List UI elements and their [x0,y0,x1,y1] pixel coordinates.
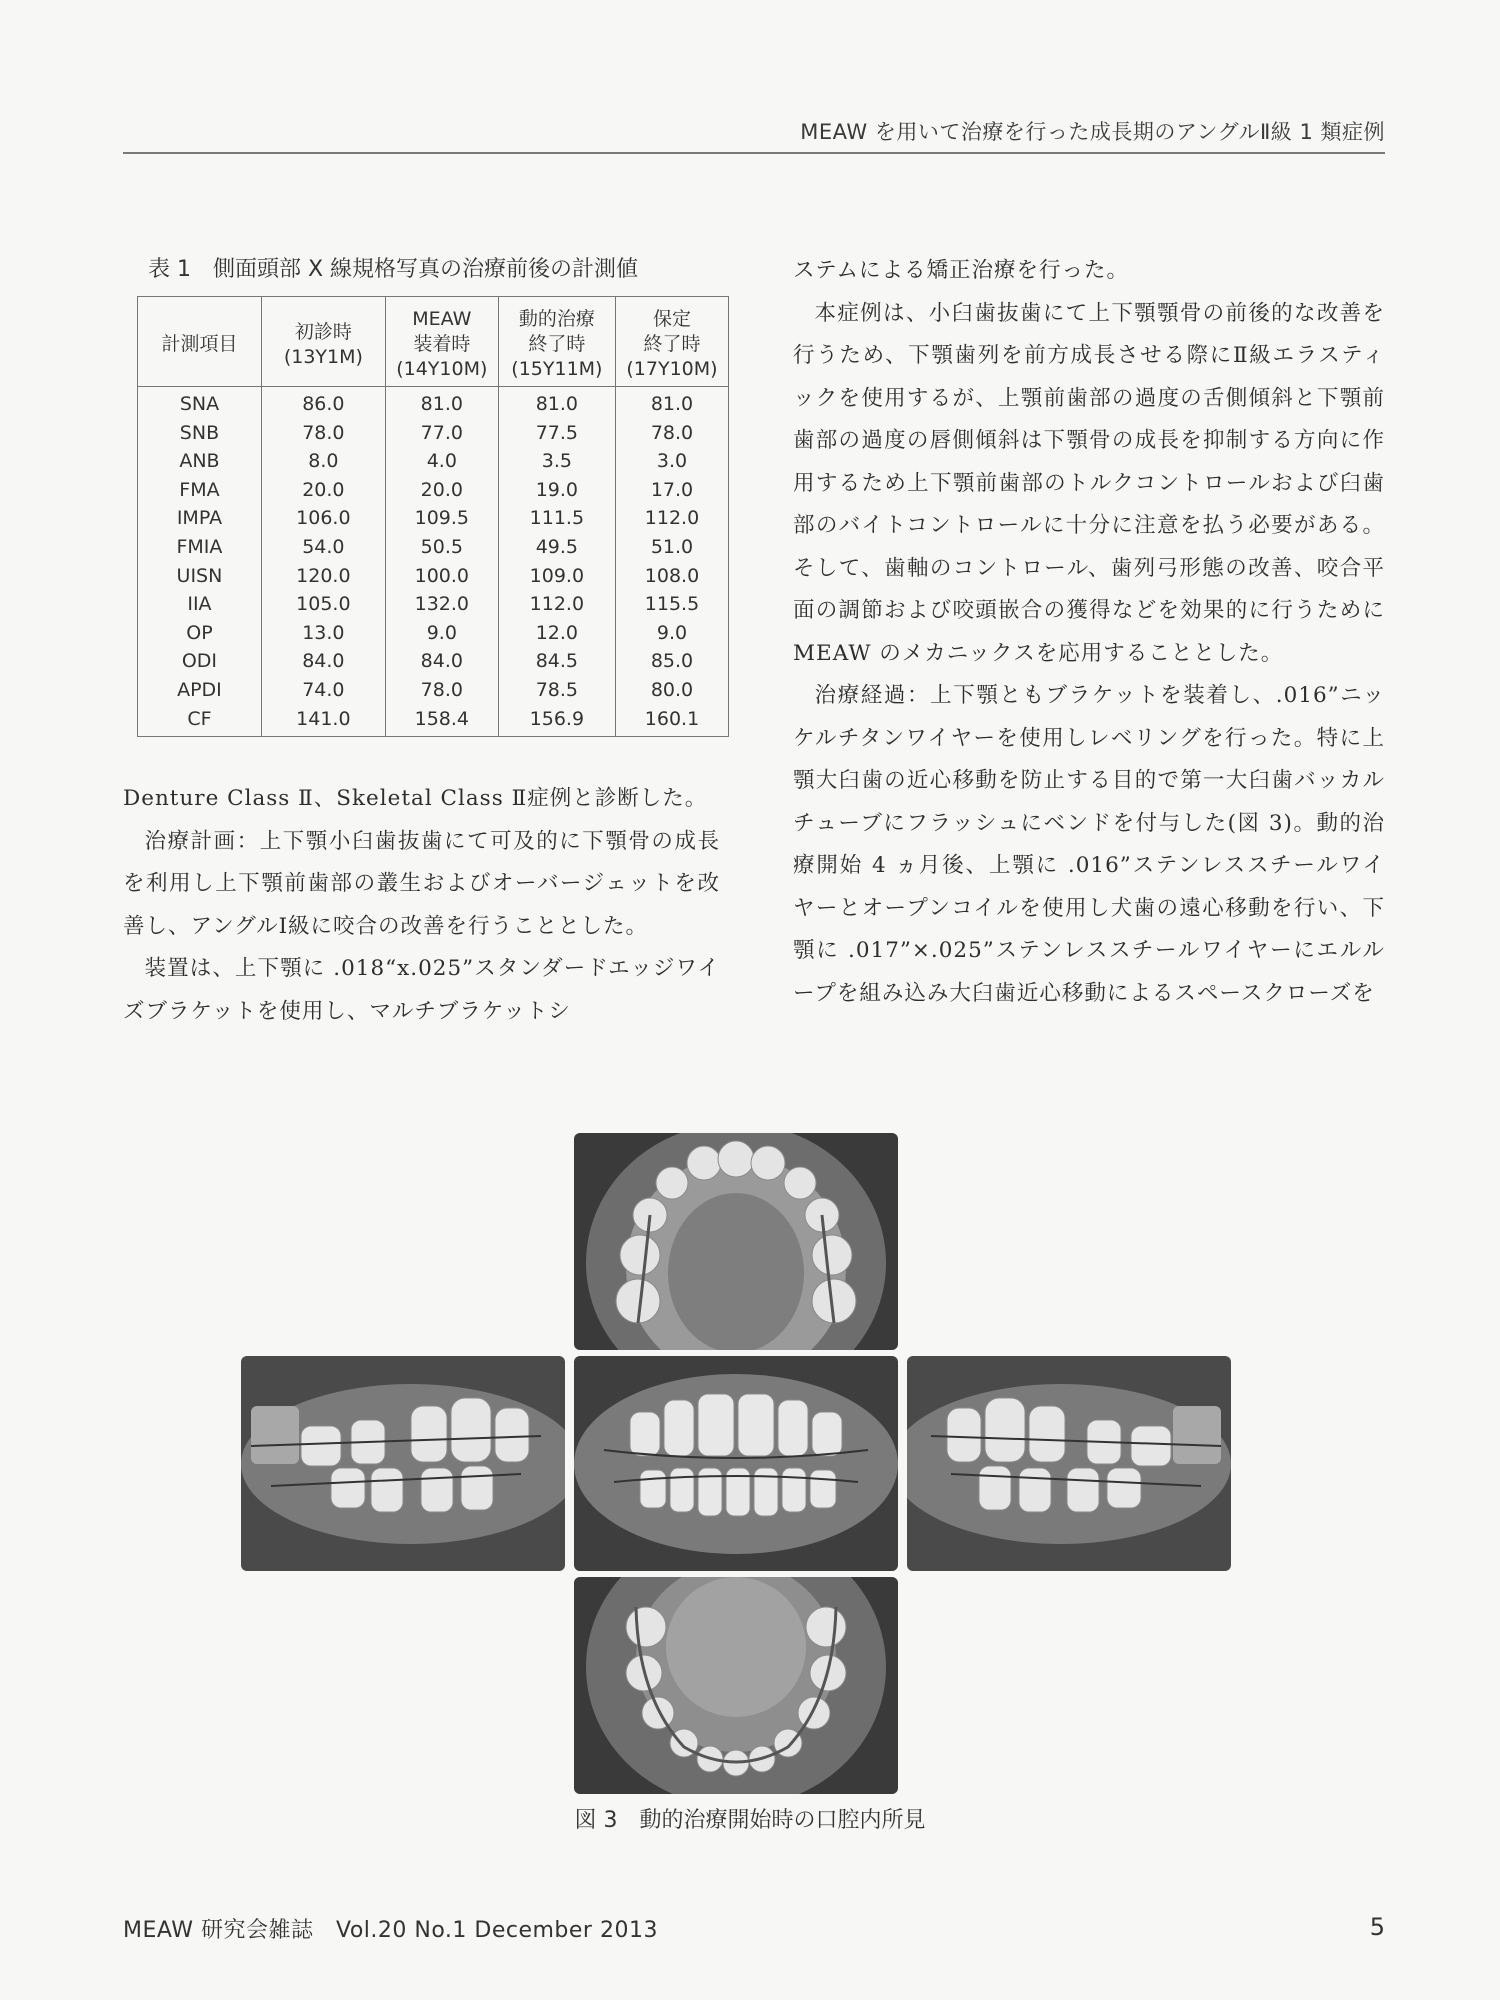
photo-frontal [574,1356,898,1571]
page-number: 5 [1369,1913,1385,1941]
value-cell: 81.0 [385,387,498,419]
value-cell: 78.0 [261,419,385,448]
row-label-cell: APDI [138,676,262,705]
column-header: MEAW 装着時 (14Y10M) [385,297,498,387]
value-cell: 105.0 [261,590,385,619]
value-cell: 12.0 [498,619,615,648]
value-cell: 86.0 [261,387,385,419]
value-cell: 74.0 [261,676,385,705]
value-cell: 141.0 [261,705,385,737]
row-label-cell: FMA [138,476,262,505]
value-cell: 84.5 [498,647,615,676]
value-cell: 50.5 [385,533,498,562]
row-label-cell: CF [138,705,262,737]
table-row [138,619,729,648]
table-body [138,387,729,737]
value-cell: 77.5 [498,419,615,448]
table-row [138,590,729,619]
value-cell: 160.1 [615,705,728,737]
value-cell: 19.0 [498,476,615,505]
running-title: MEAW を用いて治療を行った成長期のアングルⅡ級 1 類症例 [800,120,1385,144]
table-row [138,705,729,737]
column-header: 動的治療 終了時 (15Y11M) [498,297,615,387]
row-label-cell: ANB [138,447,262,476]
table-row [138,387,729,419]
value-cell: 115.5 [615,590,728,619]
table-row [138,419,729,448]
table-row [138,533,729,562]
row-label-cell: SNB [138,419,262,448]
paragraph: 装置は、上下顎に .018“x.025”スタンダードエッジワイズブラケットを使用し、マルチブラケットシ [123,956,720,1024]
figure-caption: 図 3 動的治療開始時の口腔内所見 [574,1808,926,1833]
paragraph: ステムによる矯正治療を行った。 [793,258,1129,283]
paragraph: 本症例は、小臼歯抜歯にて上下顎顎骨の前後的な改善を行うため、下顎歯列を前方成長させる際にⅡ級エラスティックを使用するが、上顎前歯部の過度の舌側傾斜と下顎前歯部の過度の唇側傾斜は下顎骨の成長を抑制する方向に作用するため上下顎前歯部のトルクコントロールおよび臼歯部のバイトコントロールに十分に注意を払う必要がある。そして、歯軸のコントロール、歯列弓形態の改善、咬合平面の調節および咬頭嵌合の獲得などを効果的に行うために MEAW のメカニックスを応用することとした。 [793,300,1385,666]
table-row [138,676,729,705]
value-cell: 158.4 [385,705,498,737]
row-label-cell: OP [138,619,262,648]
frontal-image [574,1356,898,1571]
value-cell: 156.9 [498,705,615,737]
lower-occlusal-image [574,1577,898,1794]
column-header: 保定 終了時 (17Y10M) [615,297,728,387]
value-cell: 84.0 [385,647,498,676]
photo-left-lateral [907,1356,1231,1571]
value-cell: 80.0 [615,676,728,705]
paragraph: Denture Class Ⅱ、Skeletal Class Ⅱ症例と診断した。 [123,786,708,811]
value-cell: 81.0 [498,387,615,419]
value-cell: 78.0 [615,419,728,448]
value-cell: 77.0 [385,419,498,448]
value-cell: 100.0 [385,562,498,591]
left-lateral-image [907,1356,1231,1571]
row-label-cell: SNA [138,387,262,419]
value-cell: 20.0 [385,476,498,505]
paragraph: 治療経過：上下顎ともブラケットを装着し、.016”ニッケルチタンワイヤーを使用しレベリングを行った。特に上顎大臼歯の近心移動を防止する目的で第一大臼歯バッカルチューブにフラッシュにベンドを付与した(図 3)。動的治療開始 4 ヵ月後、上顎に .016”ステンレススチールワイヤーとオープンコイルを使用し犬歯の遠心移動を行い、下顎に .017”×.025”ステンレススチールワイヤーにエルループを組み込み大臼歯近心移動によるスペースクローズを [793,683,1385,1006]
value-cell: 3.0 [615,447,728,476]
value-cell: 109.0 [498,562,615,591]
running-header [123,112,1385,154]
value-cell: 84.0 [261,647,385,676]
table-caption: 表 1 側面頭部 X 線規格写真の治療前後の計測値 [148,257,639,282]
row-label-cell: UISN [138,562,262,591]
value-cell: 81.0 [615,387,728,419]
value-cell: 111.5 [498,504,615,533]
upper-occlusal-image [574,1133,898,1350]
table-row [138,504,729,533]
value-cell: 51.0 [615,533,728,562]
value-cell: 112.0 [615,504,728,533]
table-row [138,476,729,505]
photo-upper-occlusal [574,1133,898,1350]
value-cell: 8.0 [261,447,385,476]
value-cell: 20.0 [261,476,385,505]
value-cell: 109.5 [385,504,498,533]
table-row [138,447,729,476]
paragraph: 治療計画：上下顎小臼歯抜歯にて可及的に下顎骨の成長を利用し上下顎前歯部の叢生およびオーバージェットを改善し、アングルⅠ級に咬合の改善を行うこととした。 [123,828,720,939]
table-row [138,562,729,591]
row-label-cell: IMPA [138,504,262,533]
value-cell: 78.0 [385,676,498,705]
value-cell: 4.0 [385,447,498,476]
value-cell: 108.0 [615,562,728,591]
table-header-row [138,297,729,387]
value-cell: 106.0 [261,504,385,533]
value-cell: 112.0 [498,590,615,619]
value-cell: 3.5 [498,447,615,476]
photo-lower-occlusal [574,1577,898,1794]
column-header: 初診時 (13Y1M) [261,297,385,387]
left-column-text [123,778,720,1033]
column-header: 計測項目 [138,297,262,387]
value-cell: 132.0 [385,590,498,619]
journal-footer: MEAW 研究会雑誌 Vol.20 No.1 December 2013 [123,1918,658,1943]
row-label-cell: ODI [138,647,262,676]
value-cell: 13.0 [261,619,385,648]
value-cell: 85.0 [615,647,728,676]
value-cell: 120.0 [261,562,385,591]
value-cell: 9.0 [615,619,728,648]
value-cell: 78.5 [498,676,615,705]
row-label-cell: FMIA [138,533,262,562]
value-cell: 49.5 [498,533,615,562]
table-row [138,647,729,676]
right-column-text [793,250,1385,1015]
right-lateral-image [241,1356,565,1571]
row-label-cell: IIA [138,590,262,619]
photo-right-lateral [241,1356,565,1571]
value-cell: 17.0 [615,476,728,505]
value-cell: 9.0 [385,619,498,648]
measurement-table [137,296,729,737]
value-cell: 54.0 [261,533,385,562]
